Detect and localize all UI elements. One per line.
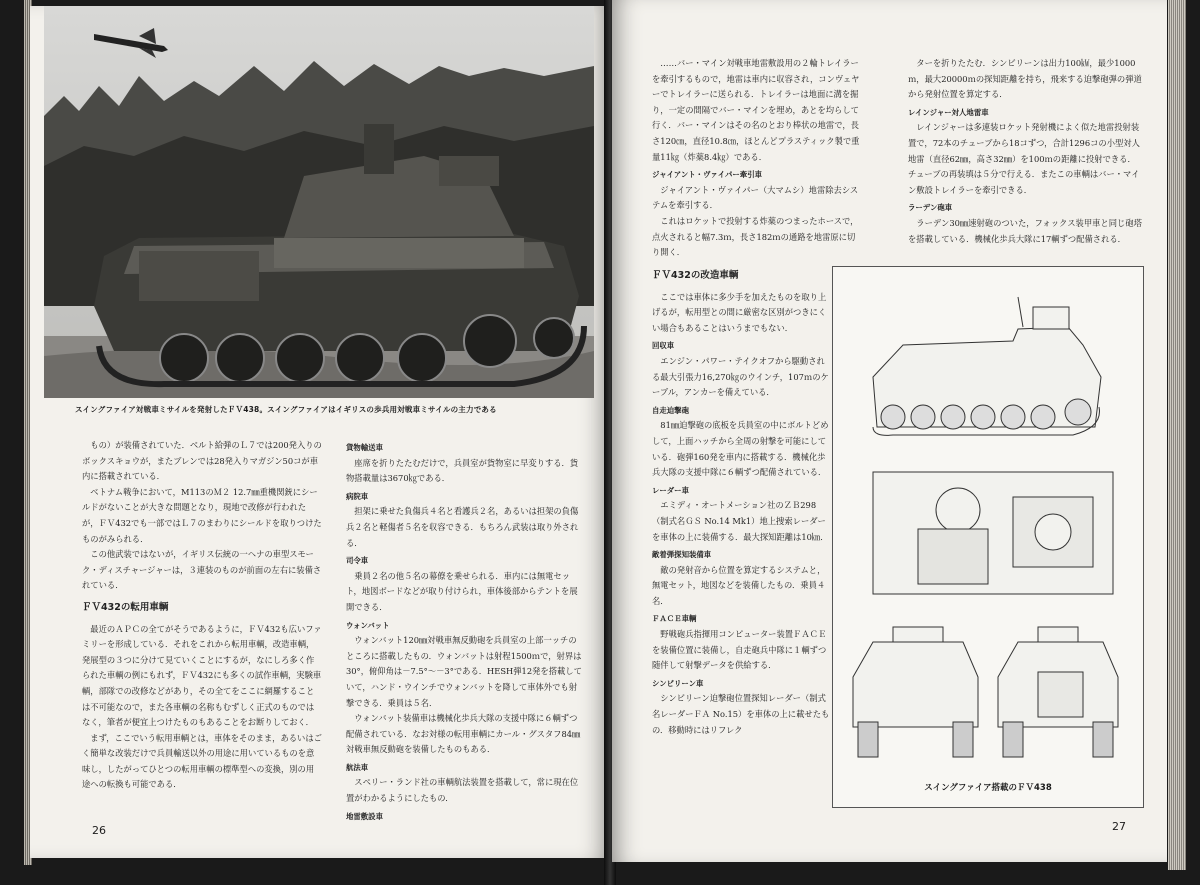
paragraph: 乗員２名の他５名の幕僚を乗せられる．車内には無電セット，地図ボードなどが取り付けられ，車体後部からテントを展開できる． <box>346 570 578 612</box>
subheading: レーダー車 <box>652 485 689 495</box>
subheading: 回収車 <box>652 341 675 351</box>
subheading: 病院車 <box>346 491 369 501</box>
right-column-1 <box>652 56 860 261</box>
paragraph: この他武装ではないが，イギリス伝統の一ヘナの車型スモーク・ディスチャージャーは，３連装のものが前面の左右に装備されている． <box>82 549 322 591</box>
paragraph: ここでは車体に多少手を加えたものを取り上げるが，転用型との間に厳密な区別がつきにくい場合もあることはいうまでもない． <box>652 291 827 333</box>
paragraph: ジャイアント・ヴァイパー（大マムシ）地雷除去システムを牽引する． <box>652 184 859 211</box>
fv438-drawing-panel <box>832 266 1144 808</box>
subheading: ジャイアント・ヴァイパー牽引車 <box>652 170 762 180</box>
paragraph: ……バー・マイン対戦車地雷敷設用の２輪トレイラーを牽引するもので，地雷は車内に収容され，コンヴェヤーでトレイラーに送られる．トレイラーは地面に溝を掘り，一定の間隔でバー・マインを埋め，あとを均らして行く．バー・マインはその名のとおり棒状の地雷で，長さ120㎝，直径10.8㎝，ほとんどプラスティック製で重量11㎏（炸薬8.4㎏）である． <box>652 58 860 162</box>
paragraph: シンビリーン迫撃砲位置探知レーダー（制式名レーダーＦＡ No.15）を車体の上に載せたもの．移動時にはリフレク <box>652 693 830 735</box>
left-column-1 <box>82 438 322 793</box>
subheading: 貨物輸送車 <box>346 443 383 452</box>
subheading: シンビリーン車 <box>652 678 704 688</box>
subheading: 司令車 <box>346 556 369 566</box>
subheading: 地雷敷設車 <box>346 811 383 821</box>
paragraph: ウォンバット装備車は機械化歩兵大隊の支援中隊に６輌ずつ配備されている．なお対様の転用車輌にカール・グスタフ84㎜対戦車無反動砲を装備したものもある． <box>346 713 581 755</box>
left-column-2 <box>346 438 582 824</box>
paragraph: ベトナム戦争において，M113のＭ２ 12.7㎜重機関銃にシールドがないことが大きな問題となり，現地で改修が行われたが，ＦＶ432でも一部ではＬ７のまわりにシールドを取りつけたものがみられる． <box>82 486 322 544</box>
paragraph: ウォンバット120㎜対戦車無反動砲を兵員室の上部一ッチのところに搭載したもの．ウォンバットは射程1500ｍで，射界は30°，俯仰角は－7.5°～－3°である．HESH弾12発を搭載していて，ハンド・ウインチでウォンバットを降して車体外でも射撃できる．乗員は５名． <box>346 635 582 708</box>
paragraph: スペリー・ランド社の車輌航法装置を搭載して，常に現在位置がわかるようにしたもの． <box>346 777 579 804</box>
paragraph: 81㎜迫撃砲の底板を兵員室の中にボルトどめして，上面ハッチから全周の射撃を可能にしている．砲弾160発を車内に搭載する．機械化歩兵大隊の支援中隊に６輌ずつ配備されている． <box>652 420 829 478</box>
section-title: ＦＶ432の転用車輌 <box>82 601 169 613</box>
subheading: 敵着弾探知装備車 <box>652 550 712 560</box>
subheading: 自走迫撃砲 <box>652 405 689 415</box>
section-title: ＦＶ432の改造車輌 <box>652 270 739 281</box>
page-edge-right <box>1168 0 1186 870</box>
page-number-right: 27 <box>1112 820 1126 833</box>
paragraph: 座席を折りたたむだけで，兵員室が貨物室に早変りする．貨物搭載量は3670㎏である． <box>346 457 579 484</box>
left-page <box>30 6 608 858</box>
fv438-technical-drawing <box>833 267 1143 767</box>
page-number-left: 26 <box>92 824 106 837</box>
paragraph: 担架に乗せた負傷兵４名と看護兵２名，あるいは担架の負傷兵２名と軽傷者５名を収容できる．もちろん武装は取り外される． <box>346 506 579 548</box>
swingfire-launch-photo <box>44 6 594 398</box>
photo-caption: スイングファイア対戦車ミサイルを発射したＦＶ438。スイングファイアはイギリスの歩兵用対戦車ミサイルの主力である <box>75 405 497 414</box>
paragraph: まず，ここでいう転用車輌とは，車体をそのまま，あるいはごく簡単な改装だけで兵員輸送以外の用途に用いているものを意味し，したがってひとつの転用車輌の標準型への変換，別の用途への転換も可能である． <box>82 732 322 790</box>
paragraph: ラーデン30㎜速射砲のついた，フォックス装甲車と同じ砲塔を搭載している．機械化歩兵大隊に17輌ずつ配備される． <box>908 217 1142 244</box>
paragraph: エンジン・パワー・テイクオフから駆動される最大引張力16,270㎏のウインチ，107ｍのケーブル，アンカーを備えている． <box>652 355 829 398</box>
paragraph: レインジャーは多連装ロケット発射機によく似た地雷投射装置で，72本のチューブから18コずつ，合計1296コの小型対人地雷（直径62㎜，高さ32㎜）を100ｍの距離に投射できる．チューブの再装填は５分で行える．またこの車輌はバー・マイン敷設トレイラーを牽引できる． <box>908 122 1140 195</box>
right-column-3 <box>652 262 832 738</box>
subheading: ラーデン砲車 <box>908 203 953 213</box>
paragraph: もの）が装備されていた．ベルト給弾のＬ７では200発入りのボックスキョウが，またブレンでは28発入りマガジン50コが車内に搭載されている． <box>82 440 322 482</box>
subheading: ウォンバット <box>346 620 390 630</box>
subheading: 航法車 <box>346 762 369 772</box>
paragraph: 野戦砲兵指揮用コンピューター装置ＦＡＣＥを装備位置に装備し，自走砲兵中隊に１輌ずつ随伴して射撃データを供給する． <box>652 629 827 671</box>
subheading: ＦＡＣＥ車輌 <box>652 614 697 624</box>
right-page <box>612 0 1167 862</box>
paragraph: ターを折りたたむ．シンビリーンは出力100㎾，最少1000ｍ，最大20000ｍの探知距離を持ち，飛来する迫撃砲弾の弾道から発射位置を算定する． <box>908 58 1142 100</box>
drawing-caption: スイングファイア搭載のＦＶ438 <box>924 783 1052 793</box>
right-column-2 <box>908 56 1144 247</box>
subheading: レインジャー対人地雷車 <box>908 107 989 117</box>
paragraph: エミディ・オートメーション社のＺＢ298（制式名ＧＳ No.14 Mk1）地上捜索レーダーを車体の上に装備する．最大探知距離は10㎞． <box>652 500 829 542</box>
paragraph: 最近のＡＰＣの全てがそうであるように，ＦＶ432も広いファミリーを形成している．それをこれから転用車輌，改造車輌，発展型の３つに分けて見ていくことにするが，なにしろ多く作られた車輌の例にもれず，ＦＶ432にも多くの試作車輌，実験車輌，部隊での改修などがあり，その全てをここに網羅することは不可能なので，また各車輌の名称もむずしく正式のものではなく，筆者が便宜上つけたものもあることをお断りしておく． <box>82 623 322 728</box>
paragraph: 敵の発射音から位置を算定するシステムと，無電セット，地図などを装備したもの．乗員４名． <box>652 564 826 606</box>
paragraph: これはロケットで投射する炸薬のつまったホースで，点火されると幅7.3ｍ，長さ182ｍの通路を地雷原に切り開く． <box>652 215 859 258</box>
